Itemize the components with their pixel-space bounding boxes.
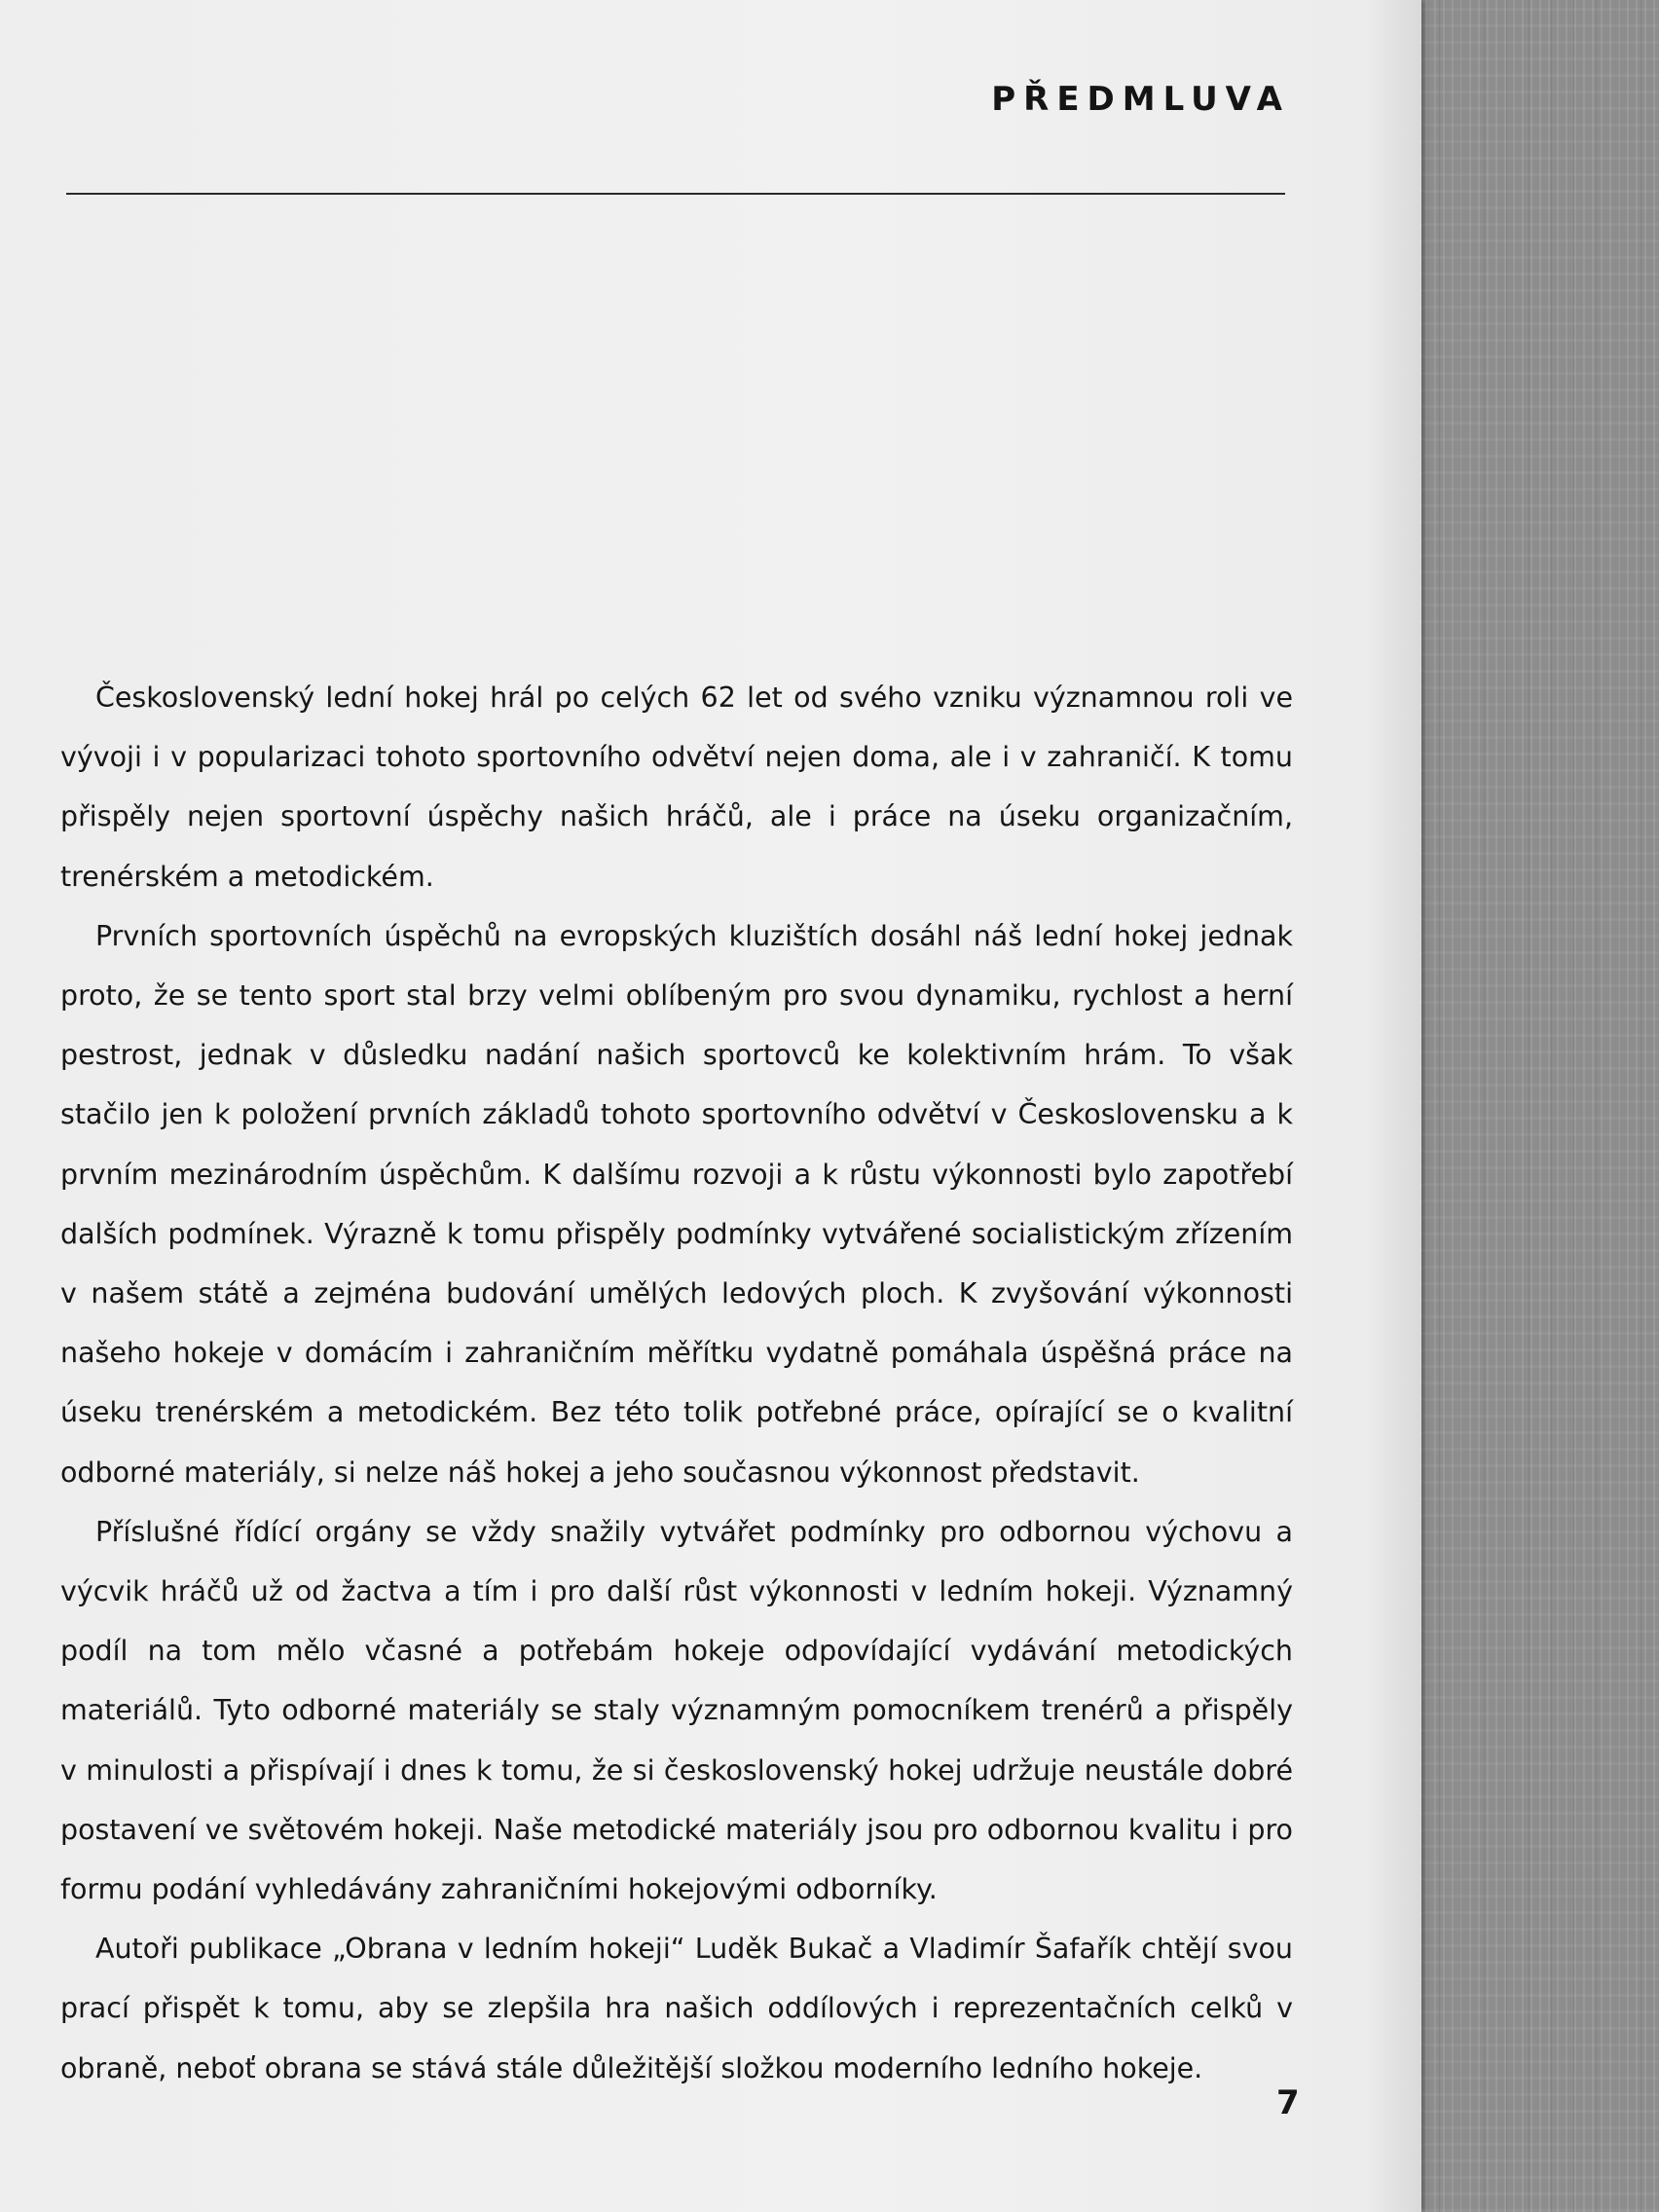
background-board	[1417, 0, 1659, 2212]
page-title: PŘEDMLUVA	[991, 80, 1290, 119]
page-number: 7	[1276, 2083, 1300, 2122]
title-rule	[66, 193, 1285, 195]
paragraph: Československý lední hokej hrál po celých 62 let od svého vzniku významnou roli ve vývoji i v popularizaci tohoto sportovního odvětví nejen doma, ale i v zahraničí. K tomu přispěly nejen sportovní úspěchy našich hráčů, ale i práce na úseku organizačním, trenérském a metodickém.	[60, 682, 1293, 893]
body-text	[60, 668, 1293, 2098]
paragraph: Prvních sportovních úspěchů na evropských kluzištích dosáhl náš lední hokej jednak proto, že se tento sport stal brzy velmi oblíbeným pro svou dynamiku, rychlost a herní pestrost, jednak v důsledku nadání našich sportovců ke kolektivním hrám. To však stačilo jen k položení prvních základů tohoto sportovního odvětví v Československu a k prvním mezinárodním úspěchům. K dalšímu rozvoji a k růstu výkonnosti bylo zapotřebí dalších podmínek. Výrazně k tomu přispěly podmínky vytvářené socialistickým zřízením v našem státě a zejména budování umělých ledových ploch. K zvyšování výkonnosti našeho hokeje v domácím i zahraničním měřítku vydatně pomáhala úspěšná práce na úseku trenérském a metodickém. Bez této tolik potřebné práce, opírající se o kvalitní odborné materiály, si nelze náš hokej a jeho současnou výkonnost představit.	[60, 919, 1293, 1489]
paragraph: Příslušné řídící orgány se vždy snažily vytvářet podmínky pro odbornou výchovu a výcvik hráčů už od žactva a tím i pro další růst výkonnosti v ledním hokeji. Významný podíl na tom mělo včasné a potřebám hokeje odpovídající vydávání metodických materiálů. Tyto odborné materiály se staly významným pomocníkem trenérů a přispěly v minulosti a přispívají i dnes k tomu, že si československý hokej udržuje neustále dobré postavení ve světovém hokeji. Naše metodické materiály jsou pro odbornou kvalitu i pro formu podání vyhledávány zahraničními hokejovými odborníky.	[60, 1515, 1293, 1906]
paragraph: Autoři publikace „Obrana v ledním hokeji“ Luděk Bukač a Vladimír Šafařík chtějí svou prací přispět k tomu, aby se zlepšila hra našich oddílových i reprezentačních celků v obraně, neboť obrana se stává stále důležitější složkou moderního ledního hokeje.	[60, 1933, 1293, 2084]
